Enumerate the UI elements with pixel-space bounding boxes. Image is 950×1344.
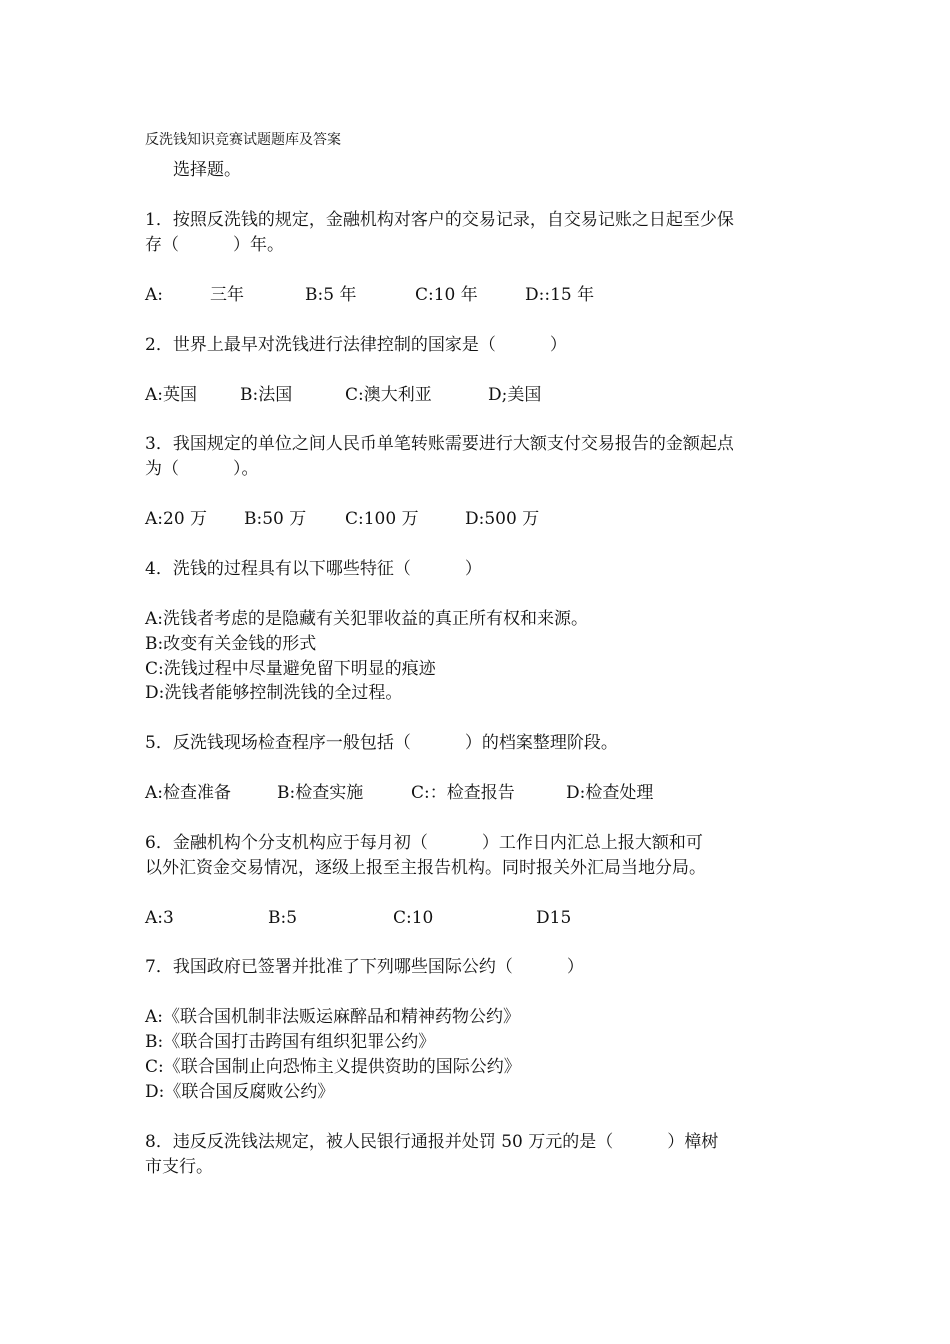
- question-8-line-2: 市支行。: [145, 1157, 213, 1177]
- q7-option-d: D:《联合国反腐败公约》: [145, 1082, 335, 1102]
- question-3-line-2: 为（ ）。: [145, 459, 259, 479]
- q6-option-c: C:10: [393, 908, 434, 928]
- q4-option-b: B:改变有关金钱的形式: [145, 634, 317, 654]
- q3-option-d: D:500 万: [465, 509, 540, 529]
- q4-option-a: A:洗钱者考虑的是隐藏有关犯罪收益的真正所有权和来源。: [145, 609, 589, 629]
- question-3-line-1: 3．我国规定的单位之间人民币单笔转账需要进行大额支付交易报告的金额起点: [145, 434, 734, 454]
- q1-option-a: 三年: [210, 285, 244, 305]
- q1-option-b: B:5 年: [305, 285, 357, 305]
- q6-option-a: A:3: [145, 908, 174, 928]
- q6-option-b: B:5: [268, 908, 298, 928]
- question-1-line-1: 1．按照反洗钱的规定，金融机构对客户的交易记录，自交易记账之日起至少保: [145, 210, 734, 230]
- question-5-line-1: 5．反洗钱现场检查程序一般包括（ ）的档案整理阶段。: [145, 733, 618, 753]
- q2-option-b: B:法国: [240, 385, 293, 405]
- q5-option-a: A:检查准备: [145, 783, 232, 803]
- q1-option-d: D::15 年: [525, 285, 595, 305]
- q5-option-c: C:：检查报告: [411, 783, 515, 803]
- q3-option-b: B:50 万: [244, 509, 307, 529]
- document-title: 反洗钱知识竞赛试题题库及答案: [145, 132, 341, 148]
- q5-option-b: B:检查实施: [277, 783, 364, 803]
- q5-option-d: D:检查处理: [566, 783, 654, 803]
- question-7-line-1: 7．我国政府已签署并批准了下列哪些国际公约（ ）: [145, 957, 584, 977]
- q1-option-label-a: A:: [145, 285, 164, 305]
- q7-option-b: B:《联合国打击跨国有组织犯罪公约》: [145, 1032, 436, 1052]
- q2-option-c: C:澳大利亚: [345, 385, 432, 405]
- question-2-line-1: 2．世界上最早对洗钱进行法律控制的国家是（ ）: [145, 335, 567, 355]
- q6-option-d: D15: [536, 908, 572, 928]
- q2-option-a: A:英国: [145, 385, 198, 405]
- q7-option-c: C:《联合国制止向恐怖主义提供资助的国际公约》: [145, 1057, 521, 1077]
- q4-option-d: D:洗钱者能够控制洗钱的全过程。: [145, 683, 403, 703]
- q1-option-c: C:10 年: [415, 285, 478, 305]
- question-4-line-1: 4．洗钱的过程具有以下哪些特征（ ）: [145, 559, 482, 579]
- q4-option-c: C:洗钱过程中尽量避免留下明显的痕迹: [145, 659, 436, 679]
- question-1-line-2: 存（ ）年。: [145, 235, 285, 255]
- question-8-line-1: 8．违反反洗钱法规定，被人民银行通报并处罚 50 万元的是（ ）樟树: [145, 1132, 719, 1152]
- question-6-line-2: 以外汇资金交易情况，逐级上报至主报告机构。同时报关外汇局当地分局。: [145, 858, 706, 878]
- q3-option-a: A:20 万: [145, 509, 208, 529]
- q7-option-a: A:《联合国机制非法贩运麻醉品和精神药物公约》: [145, 1007, 521, 1027]
- q2-option-d: D;美国: [488, 385, 542, 405]
- q3-option-c: C:100 万: [345, 509, 419, 529]
- question-6-line-1: 6．金融机构个分支机构应于每月初（ ）工作日内汇总上报大额和可: [145, 833, 703, 853]
- section-heading: 选择题。: [173, 160, 241, 180]
